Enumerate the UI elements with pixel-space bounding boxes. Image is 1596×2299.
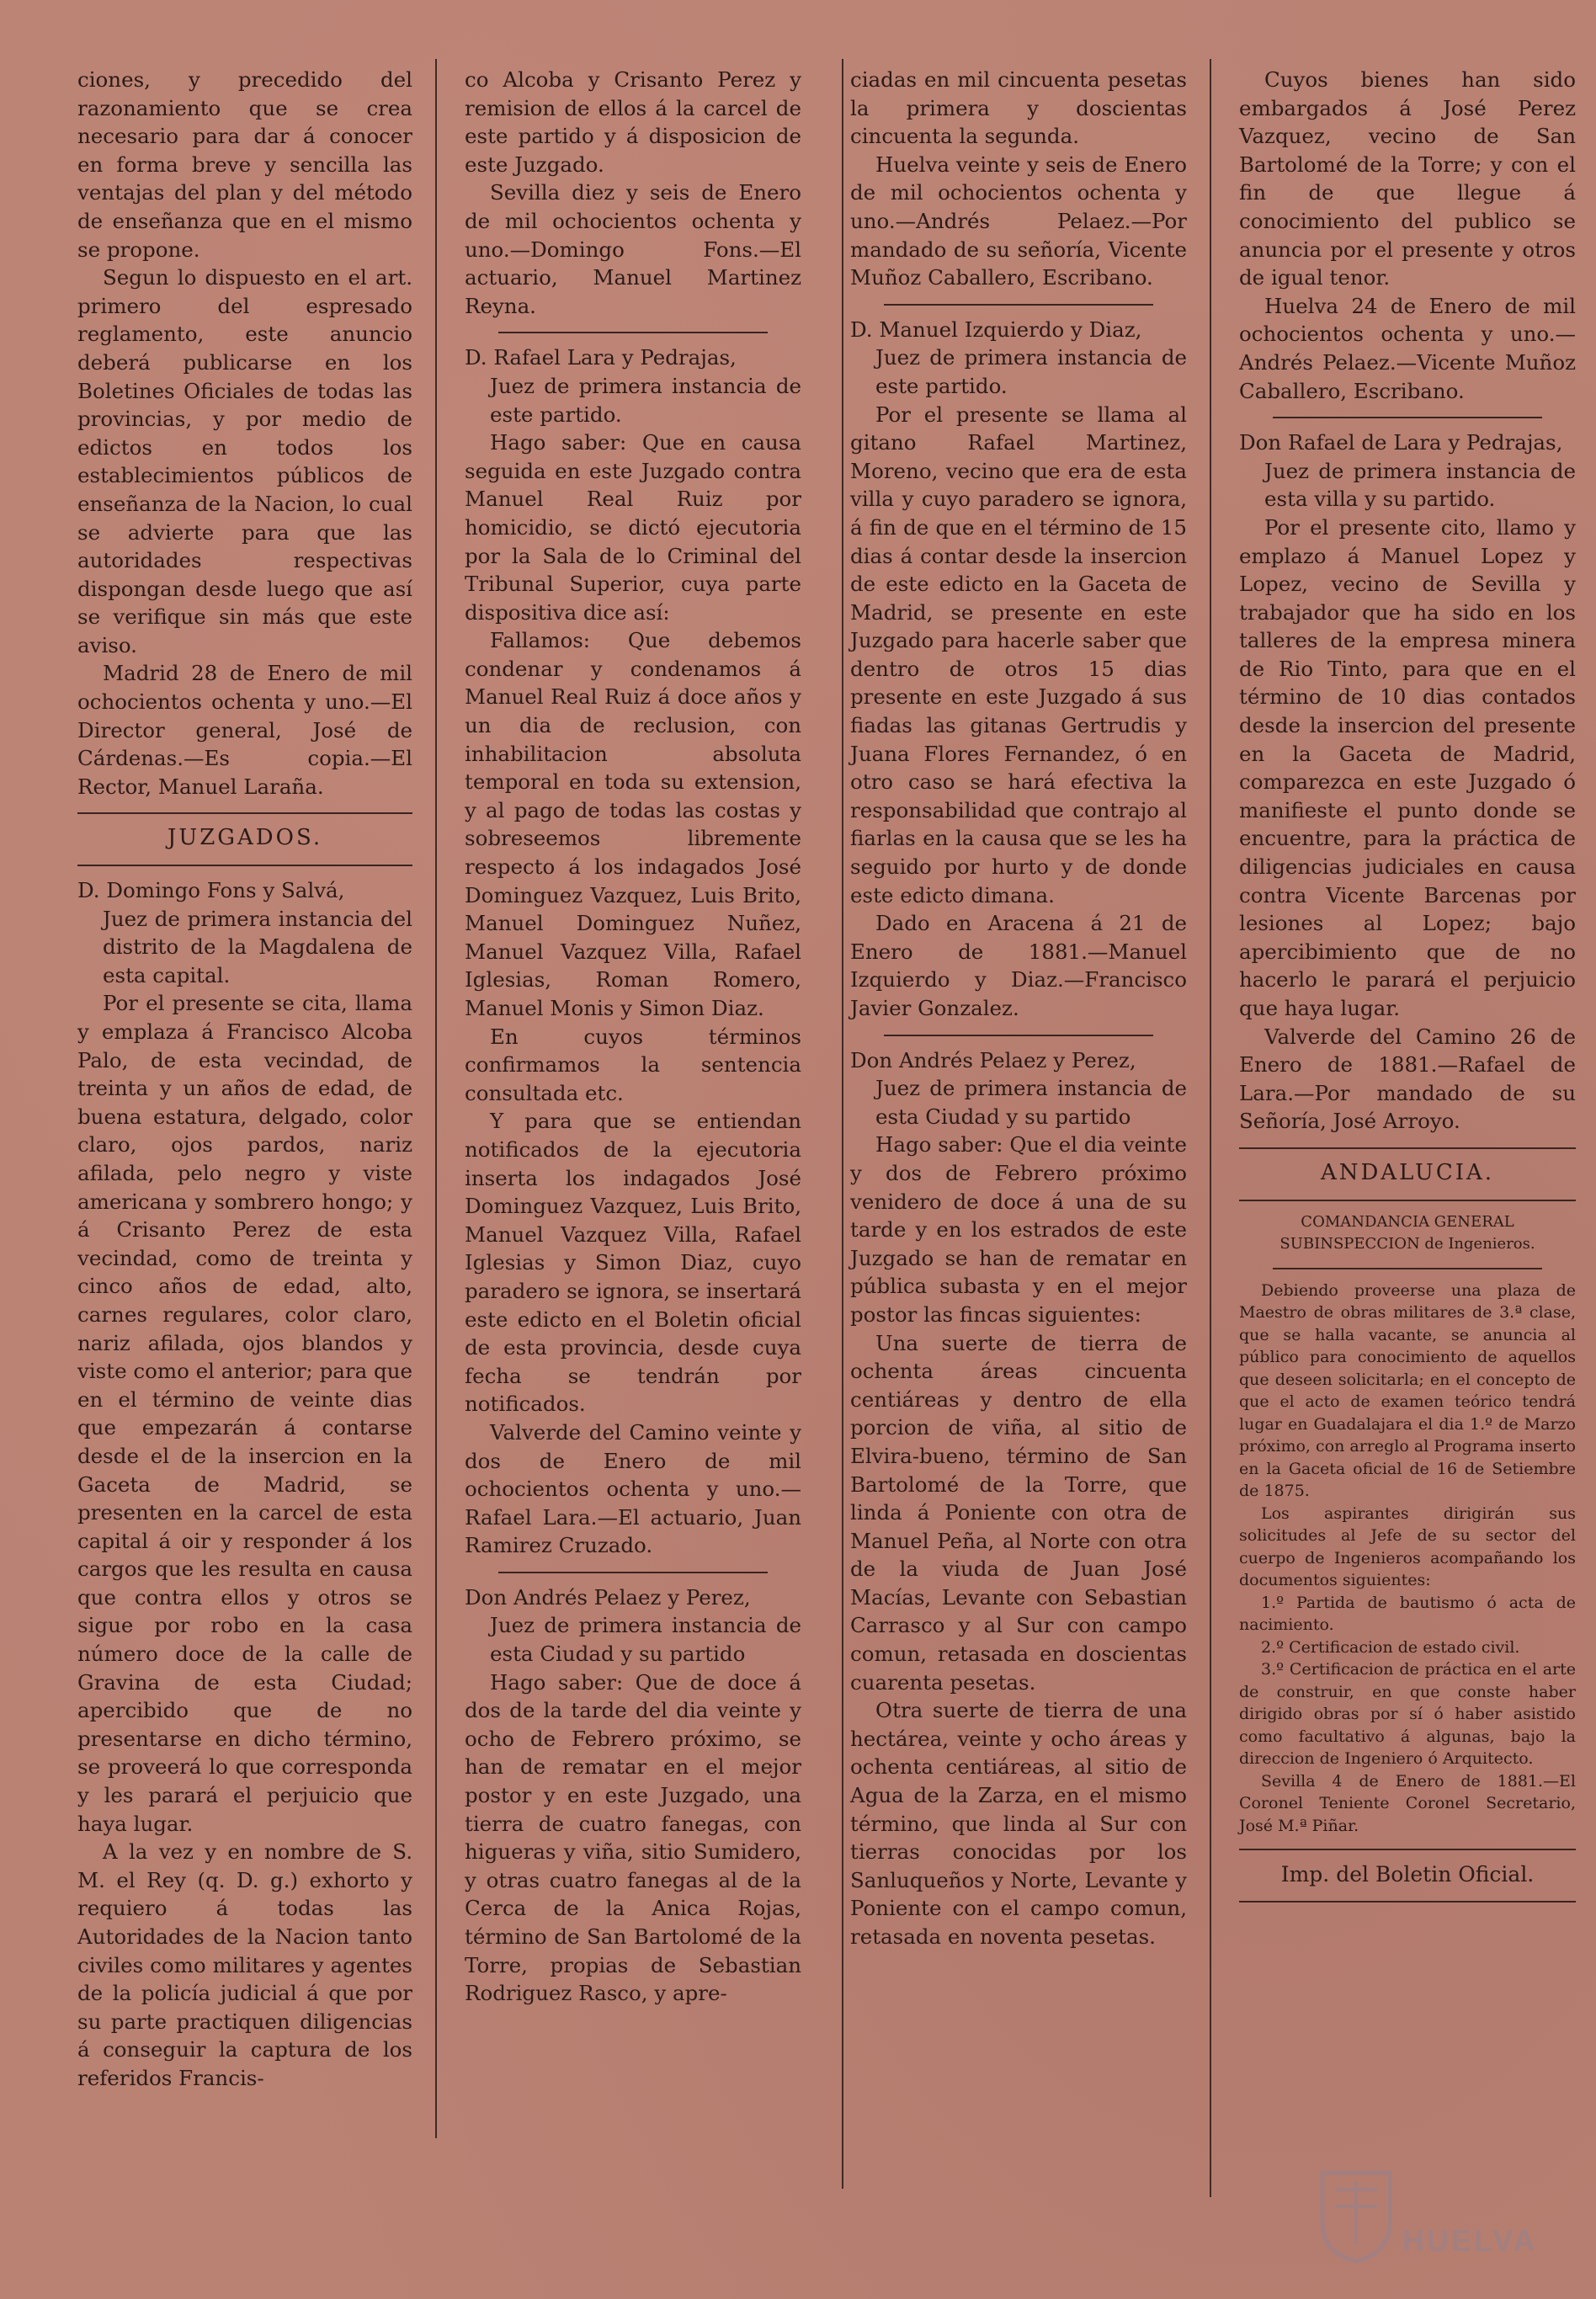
library-watermark [1310,2164,1538,2265]
separator [77,812,412,814]
heading-name: D. Manuel Izquierdo y Diaz, [850,317,1142,342]
coat-of-arms-icon [1310,2164,1402,2265]
paragraph: ciones, y precedido del razonamiento que se crea necesario para dar á conocer en forma breve y sencilla las ventajas del plan y del método de enseñanza que en el mismo se propone. [77,67,412,262]
paragraph: Hago saber: Que en causa seguida en este Juzgado contra Manuel Real Ruiz por homicidio, se dictó ejecutoria por la Sala de lo Criminal del Tribunal Superior, cuya parte dispositiva dice así: [465,430,801,625]
column-divider [1210,59,1211,2197]
heading-name: D. Domingo Fons y Salvá, [77,878,345,903]
column-1 [77,66,412,2093]
paragraph: Por el presente se llama al gitano Rafael Martinez, Moreno, vecino que era de esta villa y cuyo paradero se ignora, á fin de que en el término de 15 dias á contar desde la insercion de este edicto en la Gaceta de Madrid, se presente en este Juzgado para hacerle saber que dentro de otros 15 dias presente en este Juzgado á sus fiadas las gitanas Gertrudis y Juana Flores Fernandez, ó en otro caso se hará efectiva la responsabilidad que contrajo al fiarlas en la causa que se les ha seguido por hurto y de donde este edicto dimana. [850,402,1187,907]
separator [498,332,768,333]
notice-heading [465,343,801,428]
separator [77,865,412,866]
paragraph: Hago saber: Que el dia veinte y dos de Febrero próximo venidero de doce á una de su tarde y en los estrados de este Juzgado se han de rematar en pública subasta y en el mejor postor las fincas siguientes: [850,1132,1187,1327]
paragraph: Madrid 28 de Enero de mil ochocientos ochenta y uno.—El Director general, José de Cárdenas.—Es copia.—El Rector, Manuel Laraña. [77,661,412,799]
paragraph: Una suerte de tierra de ochenta áreas cincuenta centiáreas y dentro de ella porcion de viña, al sitio de Elvira-bueno, término de San Bartolomé de la Torre, que linda á Poniente con otra de Manuel Peña, al Norte con otra de la viuda de Juan José Macías, Levante con Sebastian Carrasco y al Sur con campo comun, retasada en doscientas cuarenta pesetas. [850,1330,1187,1695]
notice-body [1239,1211,1576,1838]
paragraph: 2.º Certificacion de estado civil. [1261,1637,1520,1657]
separator [498,1572,768,1573]
paragraph: Sevilla diez y seis de Enero de mil ochocientos ochenta y uno.—Domingo Fons.—El actuario, Manuel Martinez Reyna. [465,180,801,318]
heading-name: Don Andrés Pelaez y Perez, [465,1584,751,1610]
separator [884,1035,1153,1036]
column-divider [435,59,437,2138]
paragraph: Fallamos: Que debemos condenar y condenamos á Manuel Real Ruiz á doce años y un dia de reclusion, con inhabilitacion absoluta temporal en toda su extension, y al pago de todas las costas y sobreseemos libremente respecto á los indagados José Dominguez Vazquez, Luis Brito, Manuel Dominguez Nuñez, Manuel Vazquez Villa, Rafael Iglesias, Roman Romero, Manuel Monis y Simon Diaz. [465,628,801,1020]
paragraph: Y para que se entiendan notificados de la ejecutoria inserta los indagados José Dominguez Vazquez, Luis Brito, Manuel Vazquez Villa, Rafael Iglesias y Simon Diaz, cuyo paradero se ignora, se insertará este edicto en el Boletin oficial de esta provincia, desde cuya fecha se tendrán por notificados. [465,1109,801,1417]
paragraph: Dado en Aracena á 21 de Enero de 1881.—Manuel Izquierdo y Diaz.—Francisco Javier Gonzalez. [850,911,1187,1020]
section-title: ANDALUCIA. [1320,1159,1495,1185]
separator [1273,417,1542,418]
separator [1239,1901,1576,1903]
heading-title: Juez de primera instancia de esta Ciudad y su partido [490,1613,801,1667]
heading-title: Juez de primera instancia de esta Ciudad y su partido [875,1076,1187,1129]
notice-heading [850,1046,1187,1131]
heading-name: Don Rafael de Lara y Pedrajas, [1239,430,1563,455]
watermark-text: HUELVA [1402,2223,1538,2258]
paragraph: co Alcoba y Crisanto Perez y remision de ellos á la carcel de este partido y á disposicion de este Juzgado. [465,67,801,177]
notice-heading [1239,428,1576,514]
paragraph: Los aspirantes dirigirán sus solicitudes al Jefe de su sector del cuerpo de Ingenieros acompañando los documentos siguientes: [1239,1503,1576,1590]
paragraph: 1.º Partida de bautismo ó acta de nacimiento. [1239,1593,1576,1635]
paragraph: Debiendo proveerse una plaza de Maestro de obras militares de 3.ª clase, que se halla vacante, se anuncia al público para conocimiento de aquellos que deseen solicitarla; en el concepto de que el acto de examen teórico tendrá lugar en Guadalajara el dia 1.º de Marzo próximo, con arreglo al Programa inserto en la Gaceta oficial de 16 de Setiembre de 1875. [1239,1280,1576,1501]
paragraph: 3.º Certificacion de práctica en el arte de construir, en que conste haber dirigido obras por sí ó haber asistido como facultativo á algunas, bajo la direccion de Ingeniero ó Arquitecto. [1239,1660,1576,1769]
paragraph: ciadas en mil cincuenta pesetas la primera y doscientas cincuenta la segunda. [850,67,1187,149]
heading-title: Juez de primera instancia de esta villa y su partido. [1264,458,1576,512]
paragraph: Por el presente se cita, llama y emplaza á Francisco Alcoba Palo, de esta vecindad, de treinta y un años de edad, de buena estatura, delgado, color claro, ojos pardos, nariz afilada, pelo negro y viste americana y sombrero hongo; y á Crisanto Perez de esta vecindad, como de treinta y cinco años de edad, alto, carnes regulares, color claro, nariz afilada, ojos blandos y viste como el anterior; para que en el término de veinte dias que empezarán á contarse desde el de la insercion en la Gaceta de Madrid, se presenten en la carcel de esta capital á oir y responder á los cargos que les resulta en causa que contra ellos y otros se sigue por robo en la casa número doce de la calle de Gravina de esta Ciudad; apercibido que de no presentarse en dicho término, se proveerá lo que corresponda y les parará el perjuicio que haya lugar. [77,991,412,1836]
paragraph: Otra suerte de tierra de una hectárea, veinte y ocho áreas y ochenta centiáreas, al sitio de Agua de la Zarza, en el mismo término, que linda al Sur con tierras conocidas por los Sanluqueños y Norte, Levante y Poniente con el campo comun, retasada en noventa pesetas. [850,1698,1187,1949]
imprint: Imp. del Boletin Oficial. [1280,1862,1535,1887]
heading-title: Juez de primera instancia del distrito de la Magdalena de esta capital. [103,906,412,987]
paragraph: Por el presente cito, llamo y emplazo á Manuel Lopez y Lopez, vecino de Sevilla y trabajador que ha sido en los talleres de la empresa minera de Rio Tinto, para que en el término de 10 dias contados desde la insercion del presente en la Gaceta de Madrid, comparezca en este Juzgado ó manifieste el punto donde se encuentre, para la práctica de diligencias judiciales en causa contra Vicente Barcenas por lesiones al Lopez; bajo apercibimiento que de no hacerlo le parará el perjuicio que haya lugar. [1239,514,1576,1020]
notice-heading [77,876,412,989]
sub-title: COMANDANCIA GENERAL SUBINSPECCION de Ingenieros. [1279,1212,1535,1253]
heading-name: D. Rafael Lara y Pedrajas, [465,345,737,370]
column-3 [850,66,1187,1951]
separator [1239,1849,1576,1850]
paragraph: Valverde del Camino 26 de Enero de 1881.—Rafael de Lara.—Por mandado de su Señoría, José Arroyo. [1239,1024,1576,1134]
paragraph: Segun lo dispuesto en el art. primero del espresado reglamento, este anuncio deberá publicarse en los Boletines Oficiales de todas las provincias, y por medio de edictos en todos los establecimientos públicos de enseñanza de la Nacion, lo cual se advierte para que las autoridades respectivas dispongan desde luego que así se verifique sin más que este aviso. [77,265,412,657]
paragraph: Cuyos bienes han sido embargados á José Perez Vazquez, vecino de San Bartolomé de la Torre; y con el fin de que llegue á conocimiento del publico se anuncia por el presente y otros de igual tenor. [1239,67,1576,290]
heading-title: Juez de primera instancia de este partido. [875,345,1187,398]
separator [884,304,1153,306]
paragraph: Sevilla 4 de Enero de 1881.—El Coronel Teniente Coronel Secretario, José M.ª Piñar. [1239,1771,1576,1835]
separator [1239,1200,1576,1201]
paragraph: Huelva veinte y seis de Enero de mil ochocientos ochenta y uno.—Andrés Pelaez.—Por mandado de su señoría, Vicente Muñoz Caballero, Escribano. [850,152,1187,290]
heading-name: Don Andrés Pelaez y Perez, [850,1047,1136,1072]
paragraph: Hago saber: Que de doce á dos de la tarde del dia veinte y ocho de Febrero próximo, se han de rematar en el mejor postor y en este Juzgado, una tierra de cuatro fanegas, con higueras y viña, sitio Sumidero, y otras cuatro fanegas al de la Cerca de la Anica Rojas, término de San Bartolomé de la Torre, propias de Sebastian Rodriguez Rasco, y apre- [465,1669,801,2006]
column-4 [1239,66,1576,1913]
section-title: JUZGADOS. [167,825,323,851]
notice-heading [465,1583,801,1668]
paragraph: Valverde del Camino veinte y dos de Enero de mil ochocientos ochenta y uno.—Rafael Lara.—El actuario, Juan Ramirez Cruzado. [465,1419,801,1558]
paragraph: En cuyos términos confirmamos la sentencia consultada etc. [465,1024,801,1105]
paragraph: A la vez y en nombre de S. M. el Rey (q. D. g.) exhorto y requiero á todas las Autoridades de la Nacion tanto civiles como militares y agentes de la policía judicial á que por su parte practiquen diligencias á conseguir la captura de los referidos Francis- [77,1839,412,2090]
notice-heading [850,316,1187,401]
separator [1239,1147,1576,1149]
heading-title: Juez de primera instancia de este partido. [490,373,801,427]
paragraph: Huelva 24 de Enero de mil ochocientos ochenta y uno.—Andrés Pelaez.—Vicente Muñoz Caballero, Escribano. [1239,293,1576,403]
column-2 [465,66,801,2008]
column-divider [842,59,843,2189]
separator [1273,1268,1542,1269]
